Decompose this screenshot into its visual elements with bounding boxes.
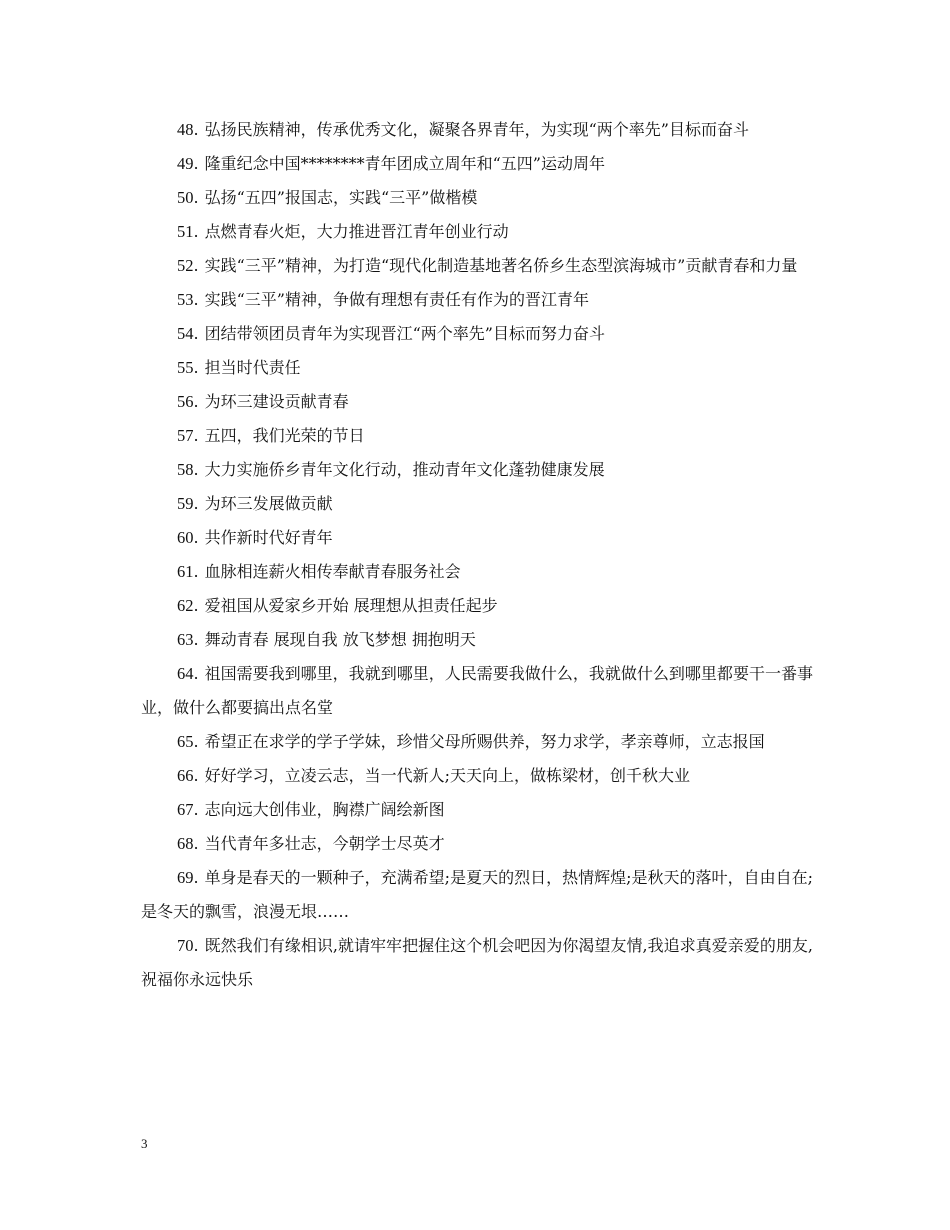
item-number: 49 bbox=[177, 154, 194, 173]
list-item: 58. 大力实施侨乡青年文化行动，推动青年文化蓬勃健康发展 bbox=[177, 460, 605, 479]
list-item: 51. 点燃青春火炬，大力推进晋江青年创业行动 bbox=[177, 222, 509, 241]
item-text: 当代青年多壮志，今朝学士尽英才 bbox=[204, 834, 445, 853]
item-number: 65 bbox=[177, 732, 194, 751]
item-text: 弘扬民族精神，传承优秀文化，凝聚各界青年，为实现“两个率先”目标而奋斗 bbox=[204, 120, 749, 139]
item-number: 69 bbox=[177, 868, 194, 887]
list-item: 49. 隆重纪念中国********青年团成立周年和“五四”运动周年 bbox=[177, 154, 605, 173]
list-item: 59. 为环三发展做贡献 bbox=[177, 494, 333, 513]
item-text: 祖国需要我到哪里，我就到哪里，人民需要我做什么，我就做什么到哪里都要干一番事业，做什么都要搞出点名堂 bbox=[141, 664, 813, 717]
item-text: 团结带领团员青年为实现晋江“两个率先”目标而努力奋斗 bbox=[204, 324, 605, 343]
item-text: 弘扬“五四”报国志，实践“三平”做楷模 bbox=[204, 188, 478, 207]
list-item: 70. 既然我们有缘相识,就请牢牢把握住这个机会吧因为你渴望友情,我追求真爱亲爱的朋友,祝福你永远快乐 bbox=[141, 936, 813, 989]
list-item: 52. 实践“三平”精神，为打造“现代化制造基地著名侨乡生态型滨海城市”贡献青春和力量 bbox=[177, 256, 798, 275]
item-text: 大力实施侨乡青年文化行动，推动青年文化蓬勃健康发展 bbox=[204, 460, 605, 479]
item-number: 59 bbox=[177, 494, 194, 513]
item-text: 共作新时代好青年 bbox=[204, 528, 333, 547]
list-item: 57. 五四，我们光荣的节日 bbox=[177, 426, 365, 445]
item-number: 58 bbox=[177, 460, 194, 479]
item-text: 单身是春天的一颗种子，充满希望;是夏天的烈日，热情辉煌;是秋天的落叶，自由自在;是冬天的飘雪，浪漫无垠…… bbox=[141, 868, 813, 921]
item-number: 50 bbox=[177, 188, 194, 207]
item-text: 隆重纪念中国********青年团成立周年和“五四”运动周年 bbox=[204, 154, 605, 173]
list-item: 54. 团结带领团员青年为实现晋江“两个率先”目标而努力奋斗 bbox=[177, 324, 605, 343]
item-text: 点燃青春火炬，大力推进晋江青年创业行动 bbox=[204, 222, 509, 241]
item-number: 51 bbox=[177, 222, 194, 241]
item-text: 舞动青春 展现自我 放飞梦想 拥抱明天 bbox=[204, 630, 476, 649]
list-item: 56. 为环三建设贡献青春 bbox=[177, 392, 349, 411]
item-text: 血脉相连薪火相传奉献青春服务社会 bbox=[204, 562, 461, 581]
item-number: 70 bbox=[177, 936, 194, 955]
item-number: 66 bbox=[177, 766, 194, 785]
list-item: 69. 单身是春天的一颗种子，充满希望;是夏天的烈日，热情辉煌;是秋天的落叶，自由自在;是冬天的飘雪，浪漫无垠…… bbox=[141, 868, 813, 921]
list-item: 66. 好好学习，立凌云志，当一代新人;天天向上，做栋梁材，创千秋大业 bbox=[177, 766, 690, 785]
item-text: 实践“三平”精神，争做有理想有责任有作为的晋江青年 bbox=[204, 290, 589, 309]
list-item: 65. 希望正在求学的学子学妹，珍惜父母所赐供养，努力求学，孝亲尊师，立志报国 bbox=[177, 732, 765, 751]
item-number: 52 bbox=[177, 256, 194, 275]
list-item: 61. 血脉相连薪火相传奉献青春服务社会 bbox=[177, 562, 461, 581]
list-item: 50. 弘扬“五四”报国志，实践“三平”做楷模 bbox=[177, 188, 478, 207]
item-number: 68 bbox=[177, 834, 194, 853]
item-text: 为环三发展做贡献 bbox=[204, 494, 333, 513]
item-text: 担当时代责任 bbox=[204, 358, 301, 377]
item-number: 55 bbox=[177, 358, 194, 377]
list-item: 55. 担当时代责任 bbox=[177, 358, 301, 377]
list-item: 64. 祖国需要我到哪里，我就到哪里，人民需要我做什么，我就做什么到哪里都要干一番事业，做什么都要搞出点名堂 bbox=[141, 664, 813, 717]
list-item: 53. 实践“三平”精神，争做有理想有责任有作为的晋江青年 bbox=[177, 290, 589, 309]
page-number: 3 bbox=[141, 1136, 148, 1151]
item-text: 为环三建设贡献青春 bbox=[204, 392, 349, 411]
item-number: 64 bbox=[177, 664, 194, 683]
item-text: 爱祖国从爱家乡开始 展理想从担责任起步 bbox=[204, 596, 498, 615]
item-number: 63 bbox=[177, 630, 194, 649]
item-text: 既然我们有缘相识,就请牢牢把握住这个机会吧因为你渴望友情,我追求真爱亲爱的朋友,祝福你永远快乐 bbox=[141, 936, 813, 989]
list-item: 48. 弘扬民族精神，传承优秀文化，凝聚各界青年，为实现“两个率先”目标而奋斗 bbox=[177, 120, 749, 139]
list-item: 62. 爱祖国从爱家乡开始 展理想从担责任起步 bbox=[177, 596, 498, 615]
item-text: 好好学习，立凌云志，当一代新人;天天向上，做栋梁材，创千秋大业 bbox=[204, 766, 690, 785]
item-text: 希望正在求学的学子学妹，珍惜父母所赐供养，努力求学，孝亲尊师，立志报国 bbox=[204, 732, 765, 751]
item-number: 67 bbox=[177, 800, 194, 819]
item-number: 48 bbox=[177, 120, 194, 139]
list-item: 63. 舞动青春 展现自我 放飞梦想 拥抱明天 bbox=[177, 630, 476, 649]
item-number: 61 bbox=[177, 562, 194, 581]
slogan-list bbox=[141, 113, 813, 997]
list-item: 67. 志向远大创伟业，胸襟广阔绘新图 bbox=[177, 800, 445, 819]
item-number: 54 bbox=[177, 324, 194, 343]
item-number: 62 bbox=[177, 596, 194, 615]
list-item: 60. 共作新时代好青年 bbox=[177, 528, 333, 547]
item-text: 实践“三平”精神，为打造“现代化制造基地著名侨乡生态型滨海城市”贡献青春和力量 bbox=[204, 256, 798, 275]
item-text: 志向远大创伟业，胸襟广阔绘新图 bbox=[204, 800, 445, 819]
item-number: 56 bbox=[177, 392, 194, 411]
item-text: 五四，我们光荣的节日 bbox=[204, 426, 365, 445]
list-item: 68. 当代青年多壮志，今朝学士尽英才 bbox=[177, 834, 445, 853]
item-number: 53 bbox=[177, 290, 194, 309]
item-number: 60 bbox=[177, 528, 194, 547]
item-number: 57 bbox=[177, 426, 194, 445]
